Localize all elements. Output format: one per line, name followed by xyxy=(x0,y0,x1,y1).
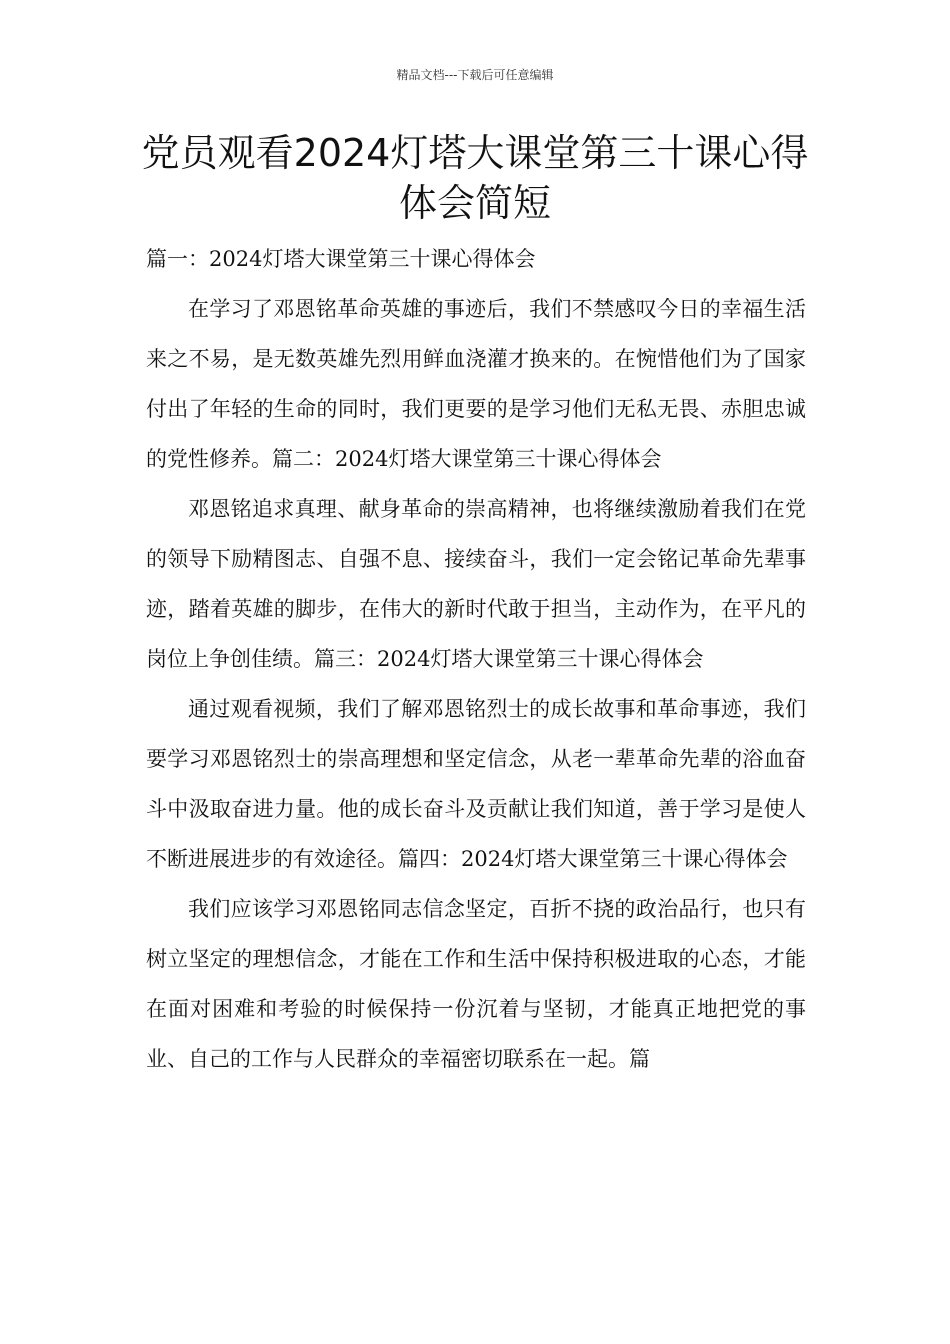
document-title: 党员观看2024灯塔大课堂第三十课心得体会简短 xyxy=(141,131,809,225)
paragraph: 邓恩铭追求真理、献身革命的崇高精神，也将继续激励着我们在党的领导下励精图志、自强不息、接续奋斗，我们一定会铭记革命先辈事迹，踏着英雄的脚步，在伟大的新时代敢于担当，主动作为，在平凡的岗位上争创佳绩。篇三：2024灯塔大课堂第三十课心得体会 xyxy=(146,497,806,671)
document-body xyxy=(146,234,806,1084)
section-heading: 篇一：2024灯塔大课堂第三十课心得体会 xyxy=(146,247,536,271)
paragraph: 在学习了邓恩铭革命英雄的事迹后，我们不禁感叹今日的幸福生活来之不易，是无数英雄先烈用鲜血浇灌才换来的。在惋惜他们为了国家付出了年轻的生命的同时，我们更要的是学习他们无私无畏、赤胆忠诚的党性修养。篇二：2024灯塔大课堂第三十课心得体会 xyxy=(146,297,806,471)
paragraph: 通过观看视频，我们了解邓恩铭烈士的成长故事和革命事迹，我们要学习邓恩铭烈士的崇高理想和坚定信念，从老一辈革命先辈的浴血奋斗中汲取奋进力量。他的成长奋斗及贡献让我们知道，善于学习是使人不断进展进步的有效途径。篇四：2024灯塔大课堂第三十课心得体会 xyxy=(146,697,806,871)
header-note: 精品文档---下载后可任意编辑 xyxy=(396,68,554,82)
paragraph: 我们应该学习邓恩铭同志信念坚定，百折不挠的政治品行，也只有树立坚定的理想信念，才能在工作和生活中保持积极进取的心态，才能在面对困难和考验的时候保持一份沉着与坚韧，才能真正地把党的事业、自己的工作与人民群众的幸福密切联系在一起。篇 xyxy=(146,897,806,1071)
